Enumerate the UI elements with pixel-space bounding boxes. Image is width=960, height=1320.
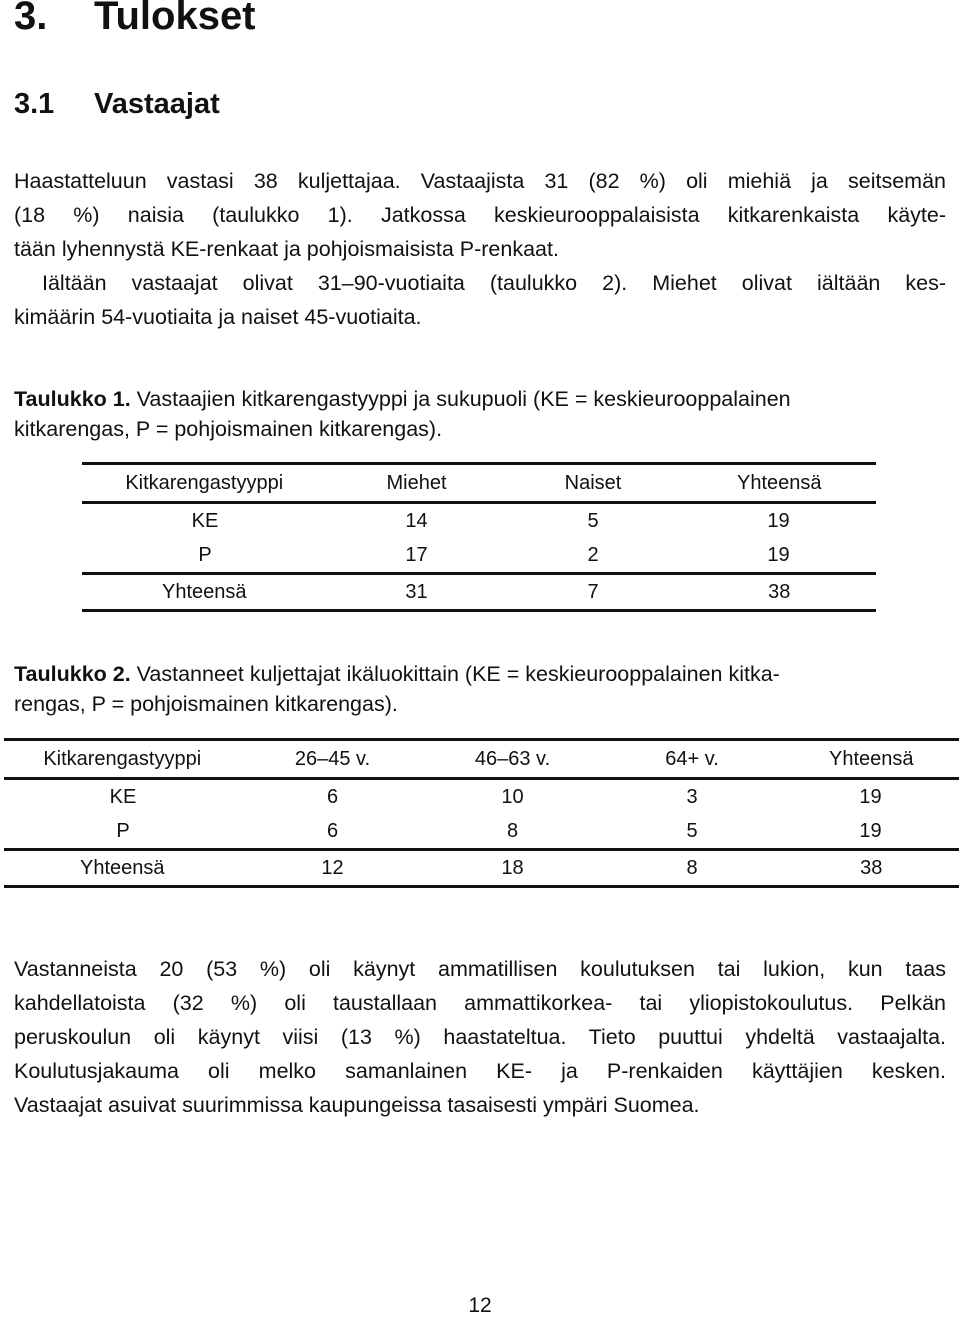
table-cell: 17: [405, 543, 428, 566]
respondents-paragraph: [14, 164, 946, 334]
table-row: [82, 538, 876, 574]
table-header-row: [4, 740, 959, 779]
paragraph-line: tään lyhennystä KE-renkaat ja pohjoismaisista P-renkaat.: [14, 237, 559, 261]
chapter-title: Tulokset: [94, 0, 256, 38]
chapter-heading: [14, 0, 256, 40]
table-total-row: [82, 574, 876, 611]
paragraph-line: kahdellatoista (32 %) oli taustallaan ammattikorkea- tai yliopistokoulutus. Pelkän: [14, 991, 946, 1015]
table2-caption: [14, 659, 946, 719]
section-title: Vastaajat: [94, 88, 220, 120]
page-number: 12: [468, 1294, 492, 1317]
table2: [4, 738, 959, 888]
row-label: P: [198, 543, 212, 566]
table-cell: 19: [859, 785, 882, 808]
row-label: Yhteensä: [82, 574, 328, 611]
chapter-number: 3.: [14, 0, 48, 38]
table1-caption: [14, 384, 946, 444]
row-label: KE: [191, 509, 219, 532]
table-row: [82, 503, 876, 539]
table1-caption-label: Taulukko 1.: [14, 387, 131, 411]
table-header-row: [82, 464, 876, 503]
caption-text: kitkarengas, P = pohjoismainen kitkarengas).: [14, 417, 443, 441]
table-cell: 3: [686, 785, 698, 808]
caption-text: Vastanneet kuljettajat ikäluokittain (KE = keskieurooppalainen kitka-: [130, 662, 780, 686]
row-label: P: [116, 819, 130, 842]
table-cell: 19: [767, 543, 790, 566]
paragraph-line: kimäärin 54-vuotiaita ja naiset 45-vuotiaita.: [14, 305, 422, 329]
paragraph-line: peruskoulun oli käynyt viisi (13 %) haastateltua. Tieto puuttui yhdeltä vastaajalta.: [14, 1025, 946, 1049]
caption-text: rengas, P = pohjoismainen kitkarengas).: [14, 692, 398, 716]
table-cell: 38: [782, 850, 959, 887]
row-label: Yhteensä: [4, 850, 242, 887]
table-row: [4, 814, 959, 850]
table-total-row: [4, 850, 959, 887]
table-cell: 2: [587, 543, 599, 566]
section-heading: [14, 86, 220, 122]
table-cell: 8: [506, 819, 519, 842]
table-cell: 38: [681, 574, 876, 611]
table-cell: 19: [859, 819, 882, 842]
header-cell: Yhteensä: [782, 740, 959, 779]
table-cell: 6: [326, 785, 339, 808]
header-cell: 64+ v.: [602, 740, 782, 779]
table-cell: 5: [587, 509, 599, 532]
paragraph-line: Iältään vastaajat olivat 31–90-vuotiaita (taulukko 2). Miehet olivat iältään kes-: [42, 271, 946, 295]
header-cell: 26–45 v.: [242, 740, 423, 779]
header-cell: 46–63 v.: [423, 740, 602, 779]
education-paragraph: [14, 952, 946, 1122]
paragraph-line: Koulutusjakauma oli melko samanlainen KE- ja P-renkaiden käyttäjien kesken.: [14, 1059, 946, 1083]
header-cell: Naiset: [505, 464, 681, 503]
header-cell: Kitkarengastyyppi: [82, 464, 328, 503]
paragraph-line: Vastanneista 20 (53 %) oli käynyt ammatillisen koulutuksen tai lukion, kun taas: [14, 957, 946, 981]
table-cell: 6: [326, 819, 339, 842]
table-cell: 19: [767, 509, 790, 532]
section-number: 3.1: [14, 88, 55, 120]
table-cell: 5: [686, 819, 698, 842]
row-label: KE: [109, 785, 137, 808]
header-cell: Miehet: [328, 464, 505, 503]
paragraph-line: Haastatteluun vastasi 38 kuljettajaa. Vastaajista 31 (82 %) oli miehiä ja seitsemän: [14, 169, 946, 193]
table-cell: 10: [501, 785, 524, 808]
table-cell: 14: [405, 509, 428, 532]
table-row: [4, 779, 959, 815]
table-cell: 7: [505, 574, 681, 611]
table-cell: 12: [242, 850, 423, 887]
table-cell: 18: [423, 850, 602, 887]
paragraph-line: (18 %) naisia (taulukko 1). Jatkossa keskieurooppalaisista kitkarenkaista käyte-: [14, 203, 946, 227]
table2-caption-label: Taulukko 2.: [14, 662, 131, 686]
header-cell: Kitkarengastyyppi: [4, 740, 242, 779]
caption-text: Vastaajien kitkarengastyyppi ja sukupuoli (KE = keskieurooppalainen: [130, 387, 791, 411]
table-cell: 31: [328, 574, 505, 611]
paragraph-line: Vastaajat asuivat suurimmissa kaupungeissa tasaisesti ympäri Suomea.: [14, 1093, 700, 1117]
table1: [82, 462, 876, 612]
table-cell: 8: [602, 850, 782, 887]
header-cell: Yhteensä: [681, 464, 876, 503]
